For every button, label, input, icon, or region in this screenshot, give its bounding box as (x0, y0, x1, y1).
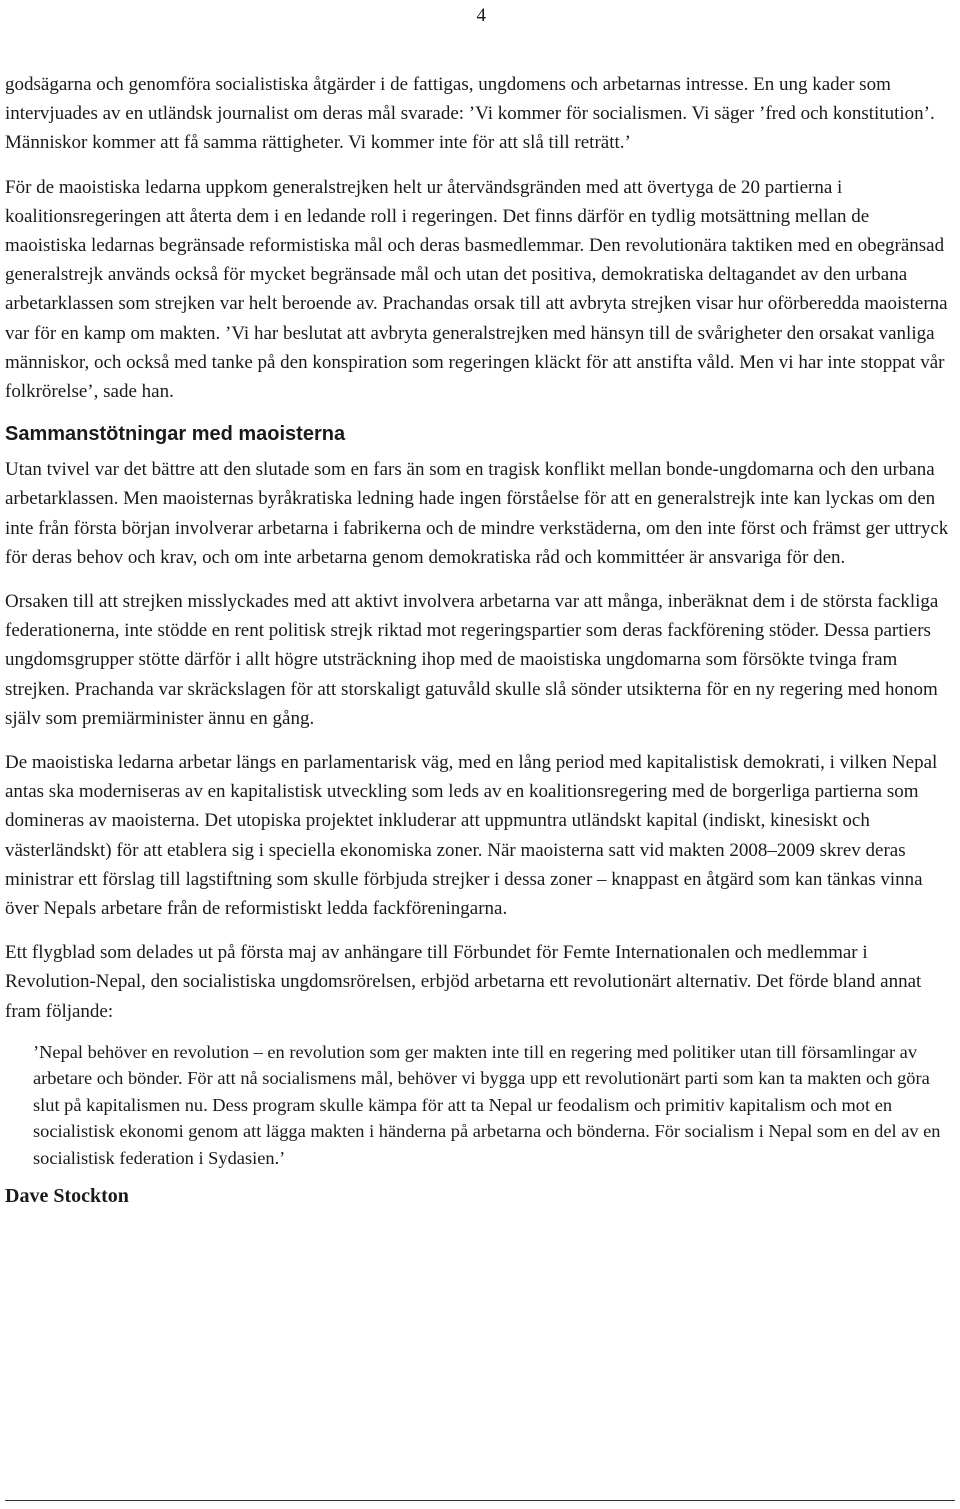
paragraph-general-strike: För de maoistiska ledarna uppkom generalstrejken helt ur återvändsgränden med att övertyga de 20 partierna i koalitionsregeringen att återta dem i en ledande roll i regeringen. Det finns därför en tydlig motsättning mellan de maoistiska ledarnas begränsade reformistiska mål och deras basmedlemmar. Den revolutionära taktiken med en obegränsad generalstrejk används också för mycket begränsade mål och utan det positiva, demokratiska deltagandet av den urbana arbetarklassen som strejken var helt beroende av. Prachandas orsak till att avbryta strejken visar hur oförberedda maoisterna var för en kamp om makten. ’Vi har beslutat att avbryta generalstrejken med hänsyn till de svårigheter den orsakat vanliga människor, och också med tanke på den konspiration som regeringen kläckt för att anstifta våld. Men vi har inte stoppat vår folkrörelse’, sade han. (5, 176, 948, 403)
footer-rule (5, 1500, 955, 1501)
paragraph-parliamentary-path: De maoistiska ledarna arbetar längs en parlamentarisk väg, med en lång period med kapitalistisk demokrati, i vilken Nepal antas ska moderniseras av en kapitalistisk utveckling som leds av en koalitionsregering med de borgerliga partierna som domineras av maoisterna. Det utopiska projektet inkluderar att uppmuntra utländskt kapital (indiskt, kinesiskt och västerländskt) för att etablera sig i speciella ekonomiska zoner. När maoisterna satt vid makten 2008–2009 skrev deras ministrar ett förslag till lagstiftning som skulle förbjuda strejker i dessa zoner – knappast en åtgärd som kan tänkas vinna över Nepals arbetare från de reformistiskt ledda fackföreningarna. (5, 752, 938, 920)
paragraph-strike-failure: Orsaken till att strejken misslyckades med att aktivt involvera arbetarna var att många, inberäknat dem i de största fackliga federationerna, inte stödde en rent politisk strejk riktad mot regeringspartier som deras fackförening stöder. Dessa partiers ungdomsgrupper stötte därför i allt högre utsträckning ihop med de maoistiska ungdomarna som försökte tvinga fram strejken. Prachanda var skräckslagen för att storskaligt gatuvåld skulle slå sönder utsikterna för en ny regering med honom själv som premiärminister ännu en gång. (5, 591, 939, 729)
author-signature: Dave Stockton (5, 1184, 129, 1207)
paragraph-farce: Utan tvivel var det bättre att den slutade som en fars än som en tragisk konflikt mellan bonde-ungdomarna och den urbana arbetarklassen. Men maoisternas byråkratiska ledning hade ingen förståelse för att en generalstrejk inte kan lyckas om den inte från första början involverar arbetarna i fabrikerna och de mindre verkstäderna, om den inte först och främst ger uttryck för deras behov och krav, och om inte arbetarna genom demokratiska råd och kommittéer är ansvariga för den. (5, 459, 949, 568)
leaflet-quote: ’Nepal behöver en revolution – en revolution som ger makten inte till en regering med politiker utan till församlingar av arbetare och bönder. För att nå socialismens mål, behöver vi bygga upp ett revolutionärt parti som kan ta makten och göra slut på kapitalismen nu. Dess program skulle kämpa för att ta Nepal ur feodalism och primitiv kapitalism och mot en socialistisk ekonomi genom att lägga makten i händerna på arbetarna och bönderna. För socialism i Nepal som en del av en socialistisk federation i Sydasien.’ (33, 1041, 941, 1168)
page-number: 4 (476, 5, 486, 26)
paragraph-continuation: godsägarna och genomföra socialistiska åtgärder i de fattigas, ungdomens och arbetarnas intresse. En ung kader som intervjuades av en utländsk journalist om deras mål svarade: ’Vi kommer för socialismen. Vi säger ’fred och konstitution’. Människor kommer att få samma rättigheter. Vi kommer inte för att slå till reträtt.’ (5, 74, 935, 154)
paragraph-leaflet: Ett flygblad som delades ut på första maj av anhängare till Förbundet för Femte Internationalen och medlemmar i Revolution-Nepal, den socialistiska ungdomsrörelsen, erbjöd arbetarna ett revolutionärt alternativ. Det förde bland annat fram följande: (5, 942, 922, 1022)
article-body (5, 70, 955, 1209)
section-heading: Sammanstötningar med maoisterna (5, 423, 346, 446)
